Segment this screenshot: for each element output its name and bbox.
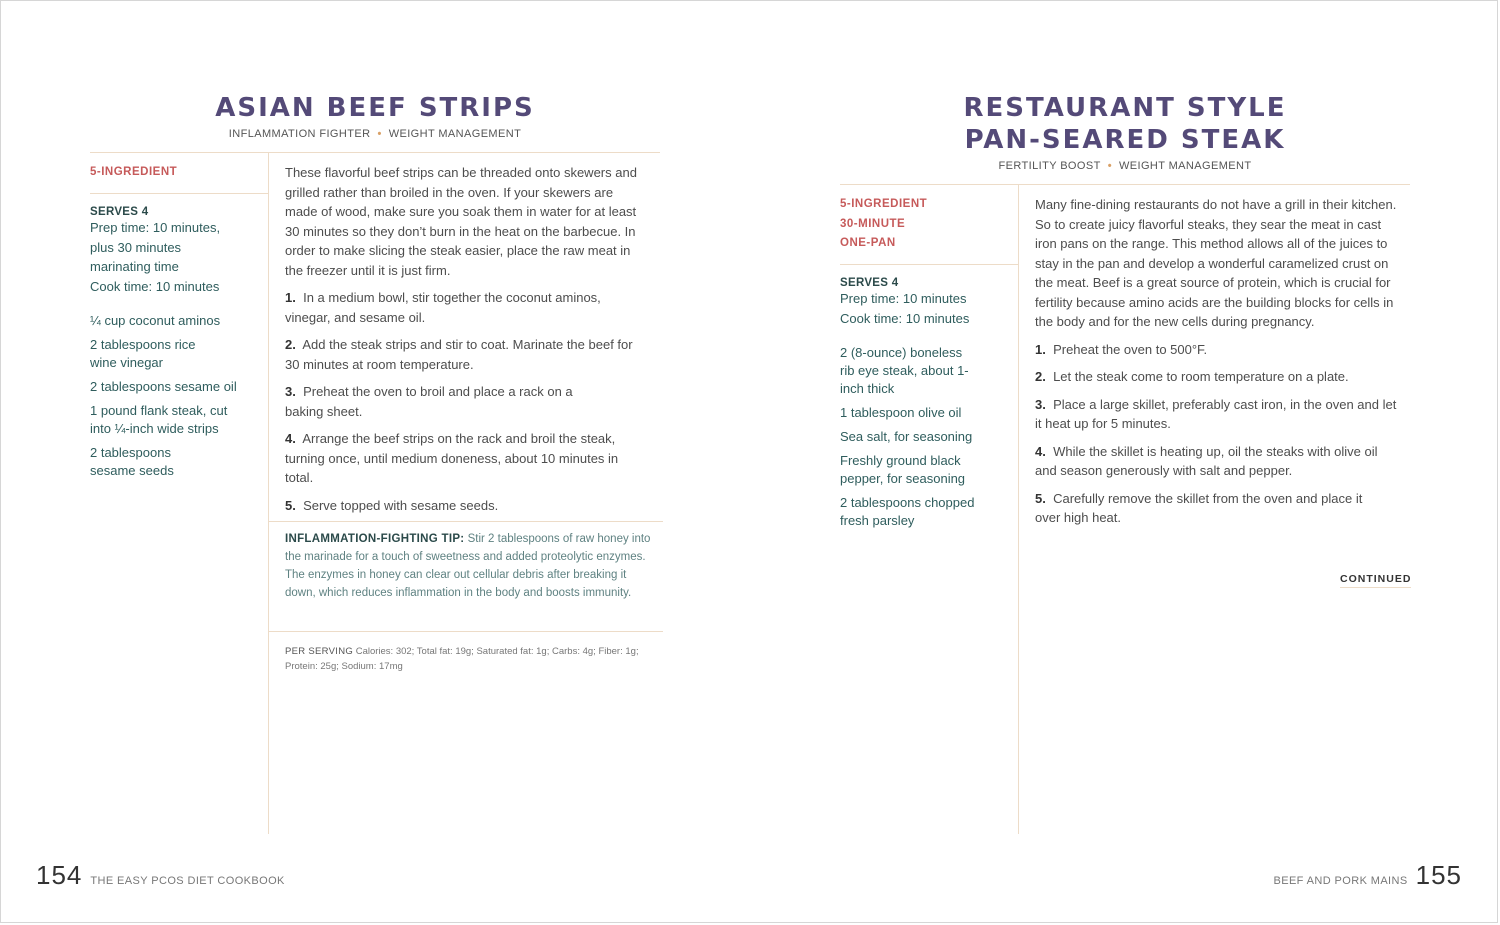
step-number: 3. [1035, 396, 1046, 412]
divider [840, 184, 1410, 185]
cook-time: Cook time: 10 minutes [90, 278, 220, 294]
tag: WEIGHT MANAGEMENT [388, 128, 522, 140]
page-number: 154 [36, 860, 83, 890]
ingredient: 1 pound flank steak, cut into ¼-inch wide strips [90, 403, 228, 436]
recipe-label: ONE-PAN [840, 237, 896, 249]
bullet-dot-icon: • [377, 128, 382, 140]
step-text: Add the steak strips and stir to coat. Marinate the beef for 30 minutes at room temperature. [285, 337, 633, 372]
ingredient: 2 tablespoons sesame seeds [90, 445, 174, 478]
ingredient: 2 tablespoons rice wine vinegar [90, 337, 196, 370]
divider [840, 264, 1018, 265]
step [285, 288, 645, 327]
step-number: 1. [1035, 341, 1046, 357]
right-sidebar-labels [840, 195, 1010, 254]
recipe-intro: These flavorful beef strips can be threaded onto skewers and grilled rather than broiled in the oven. If your skewers are made of wood, make sure you soak them in water for at least 30 minutes so they don’t burn in the heat on the barbecue. In order to make slicing the steak easier, place the raw meat in the freezer until it is just firm. [285, 165, 637, 278]
left-folio [36, 860, 285, 891]
ingredient: 2 tablespoons sesame oil [90, 379, 237, 394]
cook-time: Cook time: 10 minutes [840, 310, 970, 326]
left-sidebar [90, 163, 260, 183]
step-number: 2. [1035, 369, 1046, 384]
ingredient: 2 (8-ounce) boneless rib eye steak, about 1-inch thick [840, 345, 969, 396]
step [1035, 442, 1397, 481]
column-divider [1018, 184, 1019, 834]
serves: SERVES 4 [840, 277, 899, 289]
step-number: 5. [1035, 490, 1046, 506]
step-number: 4. [285, 431, 296, 446]
bullet-dot-icon: • [1107, 160, 1112, 172]
ingredient: Freshly ground black pepper, for seasoning [840, 453, 966, 486]
nutrition-info [285, 644, 645, 674]
recipe-title-line: RESTAURANT STYLE [963, 93, 1287, 123]
tag: WEIGHT MANAGEMENT [1118, 160, 1252, 172]
recipe-title-line: PAN-SEARED STEAK [964, 125, 1286, 155]
tag: INFLAMMATION FIGHTER [228, 128, 371, 140]
ingredient: ¼ cup coconut aminos [90, 313, 221, 328]
right-sidebar-details [840, 277, 1012, 536]
prep-time: Prep time: 10 minutes, [90, 220, 221, 235]
recipe-label: 5-INGREDIENT [90, 166, 178, 178]
divider [90, 193, 268, 194]
step-text: While the skillet is heating up, oil the steaks with olive oil and season generously with salt and pepper. [1035, 443, 1378, 478]
left-sidebar-details [90, 206, 262, 486]
right-page [750, 0, 1500, 925]
step [1035, 395, 1397, 434]
step [285, 496, 645, 516]
chapter-title: BEEF AND PORK MAINS [1273, 875, 1408, 887]
prep-time: Prep time: 10 minutes [840, 291, 967, 306]
left-recipe-header [90, 92, 660, 140]
step-text: Let the steak come to room temperature on a plate. [1053, 369, 1349, 384]
step [1035, 367, 1397, 387]
step [285, 382, 605, 421]
per-serving-label: PER SERVING [285, 646, 354, 657]
step-number: 4. [1035, 443, 1046, 459]
ingredient: 2 tablespoons chopped fresh parsley [840, 495, 975, 528]
book-title: THE EASY PCOS DIET COOKBOOK [90, 875, 285, 887]
step [285, 335, 645, 374]
recipe-label: 5-INGREDIENT [840, 198, 928, 210]
step-number: 1. [285, 290, 296, 305]
step-text: Arrange the beef strips on the rack and broil the steak, turning once, until medium doneness, about 10 minutes in total. [285, 431, 619, 485]
recipe-label: 30-MINUTE [840, 217, 906, 230]
ingredient: 1 tablespoon olive oil [840, 405, 962, 420]
step [285, 429, 645, 488]
page-number: 155 [1415, 860, 1462, 890]
divider [268, 521, 663, 522]
right-folio [1273, 860, 1462, 891]
step-text: Preheat the oven to 500°F. [1053, 341, 1208, 357]
ingredient: Sea salt, for seasoning [840, 429, 973, 444]
step-text: In a medium bowl, stir together the coconut aminos, vinegar, and sesame oil. [285, 290, 601, 325]
prep-time-cont: plus 30 minutes [90, 239, 182, 255]
recipe-tags [840, 160, 1410, 172]
tip-text: Stir 2 tablespoons of raw honey into the marinade for a touch of sweetness and added proteolytic enzymes. The enzymes in honey can clear out cellular debris after breaking it down, which reduces inflammation in the body and boosts immunity. [285, 533, 651, 599]
divider [90, 152, 660, 153]
step [1035, 489, 1385, 528]
per-serving-text: Calories: 302; Total fat: 19g; Saturated fat: 1g; Carbs: 4g; Fiber: 1g; Protein: 25g; Sodium: 17mg [285, 646, 639, 672]
right-main-column [1035, 195, 1397, 528]
column-divider [268, 152, 269, 834]
step-text: Preheat the oven to broil and place a rack on a baking sheet. [285, 384, 573, 419]
divider [268, 631, 663, 632]
step-number: 2. [285, 337, 296, 352]
right-recipe-header [840, 92, 1410, 172]
recipe-title: ASIAN BEEF STRIPS [215, 93, 535, 123]
tip-box [285, 530, 657, 602]
continued-marker [1340, 569, 1411, 587]
recipe-tags [90, 128, 660, 140]
left-main-column [285, 163, 645, 515]
step [1035, 340, 1397, 360]
marinating-time: marinating time [90, 259, 179, 274]
step-number: 3. [285, 384, 296, 399]
serves: SERVES 4 [90, 206, 149, 218]
tip-label: INFLAMMATION-FIGHTING TIP: [285, 533, 465, 545]
step-text: Place a large skillet, preferably cast iron, in the oven and let it heat up for 5 minutes. [1035, 396, 1397, 431]
step-text: Serve topped with sesame seeds. [303, 497, 499, 513]
recipe-intro: Many fine-dining restaurants do not have a grill in their kitchen. So to create juicy flavorful steaks, they sear the meat in cast iron pans on the range. This method allows all of the juices to stay in the pan and develop a wonderful caramelized crust on the meat. Beef is a great source of protein, which is crucial for fertility because amino acids are the building blocks for cells in the body and for the new cells during pregnancy. [1035, 197, 1397, 329]
step-text: Carefully remove the skillet from the oven and place it over high heat. [1035, 490, 1363, 525]
tag: FERTILITY BOOST [998, 160, 1101, 172]
step-number: 5. [285, 497, 296, 513]
continued-label: CONTINUED [1340, 573, 1411, 588]
